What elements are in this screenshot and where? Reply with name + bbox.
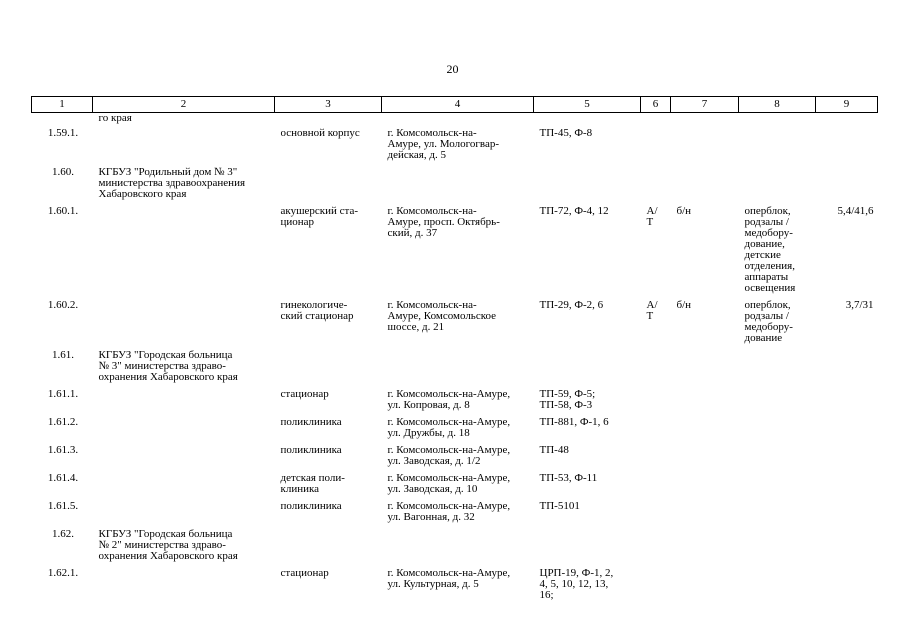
column-7-value-cell: б/н [676, 205, 692, 217]
facility-type-cell [275, 167, 382, 206]
equipment-cell [739, 389, 816, 417]
facility-type-cell: поликлиника [280, 500, 342, 512]
address-cell: г. Комсомольск-на- Амуре, просп. Октябрь- ский, д. 37 [387, 205, 500, 239]
equipment-cell [739, 113, 816, 129]
equipment-cell [739, 529, 816, 568]
facility-type-cell: детская поли- клиника [280, 472, 345, 495]
address-cell [382, 113, 534, 129]
organization-name-cell: КГБУЗ "Городская больница № 3" министерства здраво- охранения Хабаровского края [98, 349, 238, 383]
column-7-value-cell [671, 445, 739, 473]
column-7-value-cell: б/н [676, 299, 692, 311]
column-7-value-cell [671, 529, 739, 568]
row-number-cell: 1.60. [52, 166, 74, 178]
column-7-value-cell [671, 389, 739, 417]
column-9-value-cell [816, 445, 878, 473]
row-number-cell: 1.60.1. [47, 205, 79, 217]
column-7-value-cell [671, 128, 739, 167]
table-row [32, 529, 878, 568]
column-6-value-cell [641, 568, 671, 607]
row-number-cell: 1.60.2. [47, 299, 79, 311]
facility-type-cell: акушерский ста- ционар [280, 205, 359, 228]
column-9-value-cell [816, 568, 878, 607]
column-number-row [32, 97, 878, 113]
power-source-cell: ТП-5101 [539, 500, 580, 512]
power-source-cell: ТП-48 [539, 444, 569, 456]
organization-name-cell: КГБУЗ "Городская больница № 2" министерства здраво- охранения Хабаровского края [98, 528, 238, 562]
column-6-value-cell [641, 445, 671, 473]
organization-name-cell [93, 445, 275, 473]
column-number-2: 2 [93, 97, 275, 113]
power-source-cell: ТП-45, Ф-8 [539, 127, 593, 139]
table-row [32, 350, 878, 389]
organization-name-cell [93, 473, 275, 501]
column-6-value-cell [641, 128, 671, 167]
column-6-value-cell [641, 350, 671, 389]
column-6-value-cell [641, 113, 671, 129]
table-row [32, 417, 878, 445]
column-9-value-cell [816, 389, 878, 417]
organization-name-cell [93, 417, 275, 445]
column-number-5: 5 [534, 97, 641, 113]
column-number-9: 9 [816, 97, 878, 113]
equipment-cell [739, 128, 816, 167]
organization-name-cell [93, 206, 275, 300]
address-cell: г. Комсомольск-на- Амуре, Комсомольское шоссе, д. 21 [387, 299, 497, 333]
column-9-value-cell [816, 473, 878, 501]
address-cell [382, 350, 534, 389]
equipment-cell: оперблок, родзалы / медобору- дование [744, 299, 793, 344]
column-6-value-cell: А/ Т [646, 299, 658, 322]
power-source-cell [534, 350, 641, 389]
column-6-value-cell [641, 417, 671, 445]
facility-type-cell: стационар [280, 388, 329, 400]
column-7-value-cell [671, 167, 739, 206]
organization-name-cell [93, 128, 275, 167]
row-number-cell: 1.61.2. [47, 416, 79, 428]
table-row [32, 501, 878, 529]
column-6-value-cell [641, 167, 671, 206]
column-number-1: 1 [32, 97, 93, 113]
equipment-cell [739, 417, 816, 445]
power-source-cell [534, 529, 641, 568]
column-7-value-cell [671, 473, 739, 501]
column-9-value-cell [816, 128, 878, 167]
power-source-cell: ТП-53, Ф-11 [539, 472, 598, 484]
column-9-value-cell [816, 529, 878, 568]
power-source-cell: ТП-881, Ф-1, 6 [539, 416, 609, 428]
column-6-value-cell [641, 501, 671, 529]
row-number-cell: 1.59.1. [47, 127, 79, 139]
address-cell: г. Комсомольск-на-Амуре, ул. Культурная, д. 5 [387, 567, 511, 590]
organization-name-cell: го края [98, 112, 132, 124]
address-cell: г. Комсомольск-на- Амуре, ул. Мологогвар- дейская, д. 5 [387, 127, 499, 161]
column-6-value-cell [641, 529, 671, 568]
power-source-cell: ЦРП-19, Ф-1, 2, 4, 5, 10, 12, 13, 16; [539, 567, 614, 601]
column-9-value-cell [816, 167, 878, 206]
organization-name-cell [93, 389, 275, 417]
table-row [32, 167, 878, 206]
equipment-cell [739, 473, 816, 501]
organization-name-cell [93, 501, 275, 529]
address-cell: г. Комсомольск-на-Амуре, ул. Копровая, д. 8 [387, 388, 511, 411]
power-source-cell: ТП-59, Ф-5; ТП-58, Ф-3 [539, 388, 596, 411]
power-source-cell [534, 167, 641, 206]
column-7-value-cell [671, 113, 739, 129]
column-number-6: 6 [641, 97, 671, 113]
column-number-3: 3 [275, 97, 382, 113]
table-row [32, 128, 878, 167]
facility-type-cell: гинекологиче- ский стационар [280, 299, 354, 322]
column-number-4: 4 [382, 97, 534, 113]
page-number: 20 [446, 62, 459, 76]
column-9-value-cell [816, 113, 878, 129]
column-9-value-cell: 3,7/31 [845, 299, 874, 311]
column-7-value-cell [671, 350, 739, 389]
power-source-cell: ТП-72, Ф-4, 12 [539, 205, 609, 217]
equipment-cell [739, 167, 816, 206]
row-number-cell [32, 113, 93, 129]
organization-name-cell: КГБУЗ "Родильный дом № 3" министерства здравоохранения Хабаровского края [98, 166, 246, 200]
address-cell: г. Комсомольск-на-Амуре, ул. Заводская, д. 1/2 [387, 444, 511, 467]
row-number-cell: 1.61.1. [47, 388, 79, 400]
row-number-cell: 1.62.1. [47, 567, 79, 579]
column-9-value-cell: 5,4/41,6 [837, 205, 874, 217]
column-7-value-cell [671, 501, 739, 529]
facility-type-cell: стационар [280, 567, 329, 579]
column-6-value-cell: А/ Т [646, 205, 658, 228]
table-row [32, 473, 878, 501]
equipment-cell [739, 568, 816, 607]
facility-type-cell [275, 350, 382, 389]
table-row [32, 389, 878, 417]
column-9-value-cell [816, 501, 878, 529]
table-row [32, 300, 878, 350]
organization-name-cell [93, 300, 275, 350]
row-number-cell: 1.61. [52, 349, 74, 361]
column-number-7: 7 [671, 97, 739, 113]
address-cell [382, 529, 534, 568]
power-source-cell: ТП-29, Ф-2, 6 [539, 299, 604, 311]
facility-type-cell: поликлиника [280, 416, 342, 428]
column-6-value-cell [641, 473, 671, 501]
facility-type-cell [275, 113, 382, 129]
table-row [32, 568, 878, 607]
row-number-cell: 1.62. [52, 528, 74, 540]
facilities-table [31, 96, 878, 607]
table-row [32, 113, 878, 129]
table-row [32, 445, 878, 473]
equipment-cell [739, 501, 816, 529]
column-7-value-cell [671, 568, 739, 607]
equipment-cell [739, 445, 816, 473]
address-cell: г. Комсомольск-на-Амуре, ул. Заводская, д. 10 [387, 472, 511, 495]
column-number-8: 8 [739, 97, 816, 113]
column-7-value-cell [671, 417, 739, 445]
column-9-value-cell [816, 417, 878, 445]
address-cell: г. Комсомольск-на-Амуре, ул. Вагонная, д. 32 [387, 500, 511, 523]
row-number-cell: 1.61.4. [47, 472, 79, 484]
row-number-cell: 1.61.3. [47, 444, 79, 456]
address-cell [382, 167, 534, 206]
row-number-cell: 1.61.5. [47, 500, 79, 512]
table-body [32, 113, 878, 608]
facility-type-cell: поликлиника [280, 444, 342, 456]
column-6-value-cell [641, 389, 671, 417]
facility-type-cell: основной корпус [280, 127, 360, 139]
equipment-cell [739, 350, 816, 389]
organization-name-cell [93, 568, 275, 607]
table-row [32, 206, 878, 300]
power-source-cell [534, 113, 641, 129]
column-9-value-cell [816, 350, 878, 389]
address-cell: г. Комсомольск-на-Амуре, ул. Дружбы, д. 18 [387, 416, 511, 439]
equipment-cell: оперблок, родзалы / медобору- дование, детские отделения, аппараты освещения [744, 205, 796, 294]
facility-type-cell [275, 529, 382, 568]
